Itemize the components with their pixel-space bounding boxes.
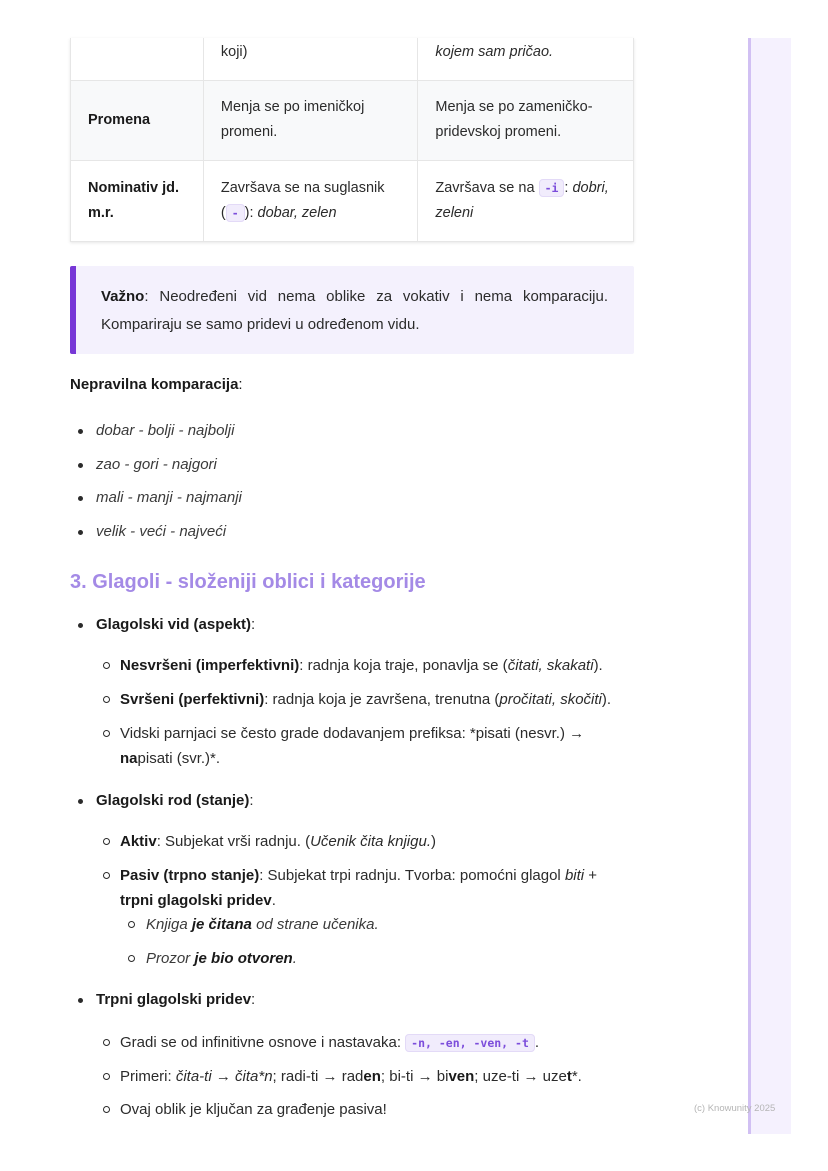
table-row bbox=[71, 160, 634, 241]
list-item: Nesvršeni (imperfektivni): radnja koja traje, ponavlja se (čitati, skakati). bbox=[95, 653, 625, 678]
circle-bullet-icon bbox=[103, 838, 110, 845]
circle-bullet-icon bbox=[128, 921, 135, 928]
circle-bullet-icon bbox=[103, 662, 110, 669]
inline-code: -n, -en, -ven, -t bbox=[405, 1034, 535, 1052]
table-cell-label bbox=[71, 38, 204, 80]
list-item: Gradi se od infinitivne osnove i nastavaka: -n, -en, -ven, -t . bbox=[95, 1030, 625, 1056]
list-item-voice: Glagolski rod (stanje): bbox=[70, 791, 634, 811]
copyright-footer: (c) Knowunity 2025 bbox=[694, 1103, 776, 1114]
list-item: Svršeni (perfektivni): radnja koja je završena, trenutna (pročitati, skočiti). bbox=[95, 687, 625, 712]
inline-code: - bbox=[226, 204, 245, 222]
table-cell: kojem sam pričao. bbox=[418, 38, 634, 80]
list-item: zao - gori - najgori bbox=[70, 455, 242, 489]
example-item: Knjiga je čitana od strane učenika. bbox=[120, 914, 620, 936]
list-item: velik - veći - najveći bbox=[70, 522, 242, 556]
circle-bullet-icon bbox=[103, 730, 110, 737]
list-item: Vidski parnjaci se često grade dodavanjem prefiksa: *pisati (nesvr.) → napisati (svr.)*. bbox=[95, 721, 625, 771]
table-cell: Završava se na suglasnik ( - ): dobar, zelen bbox=[203, 160, 418, 241]
list-item: Ovaj oblik je ključan za građenje pasiva! bbox=[95, 1097, 625, 1122]
example-item: Prozor je bio otvoren. bbox=[120, 948, 620, 970]
bullet-icon bbox=[78, 623, 83, 628]
list-item-participle: Trpni glagolski pridev: bbox=[70, 990, 634, 1010]
list-item: dobar - bolji - najbolji bbox=[70, 421, 242, 455]
list-item-aspect: Glagolski vid (aspekt): bbox=[70, 615, 634, 635]
list-item: mali - manji - najmanji bbox=[70, 488, 242, 522]
side-margin-panel bbox=[748, 38, 791, 1134]
list-item: Primeri: čita-ti → čita*n; radi-ti → raden; bi-ti → biven; uze-ti → uzet*. bbox=[95, 1064, 625, 1089]
circle-bullet-icon bbox=[103, 1106, 110, 1113]
bullet-icon bbox=[78, 998, 83, 1003]
inline-code: -i bbox=[539, 179, 565, 197]
irregular-comparison-list bbox=[70, 421, 242, 555]
list-item: Aktiv: Subjekat vrši radnju. (Učenik čita knjigu.) bbox=[95, 829, 625, 854]
table-cell-label: Promena bbox=[71, 80, 204, 160]
bullet-icon bbox=[78, 799, 83, 804]
list-item: Pasiv (trpno stanje): Subjekat trpi radnju. Tvorba: pomoćni glagol biti + trpni glagolski pridev. bbox=[95, 863, 625, 913]
table-row bbox=[71, 80, 634, 160]
circle-bullet-icon bbox=[103, 872, 110, 879]
circle-bullet-icon bbox=[103, 696, 110, 703]
circle-bullet-icon bbox=[103, 1073, 110, 1080]
circle-bullet-icon bbox=[103, 1039, 110, 1046]
table-cell-label: Nominativ jd. m.r. bbox=[71, 160, 204, 241]
table-cell: Menja se po zameničko-pridevskoj promeni. bbox=[418, 80, 634, 160]
table-cell: Završava se na -i : dobri, zeleni bbox=[418, 160, 634, 241]
table-row bbox=[71, 38, 634, 80]
table-cell: koji) bbox=[203, 38, 418, 80]
important-callout: Važno: Neodređeni vid nema oblike za vokativ i nema komparaciju. Kompariraju se samo pridevi u određenom vidu. bbox=[70, 266, 634, 354]
circle-bullet-icon bbox=[128, 955, 135, 962]
table-cell: Menja se po imeničkoj promeni. bbox=[203, 80, 418, 160]
adjective-comparison-table bbox=[70, 38, 634, 242]
section-heading: 3. Glagoli - složeniji oblici i kategorije bbox=[70, 571, 426, 593]
irregular-comparison-label: Nepravilna komparacija: bbox=[70, 376, 243, 393]
